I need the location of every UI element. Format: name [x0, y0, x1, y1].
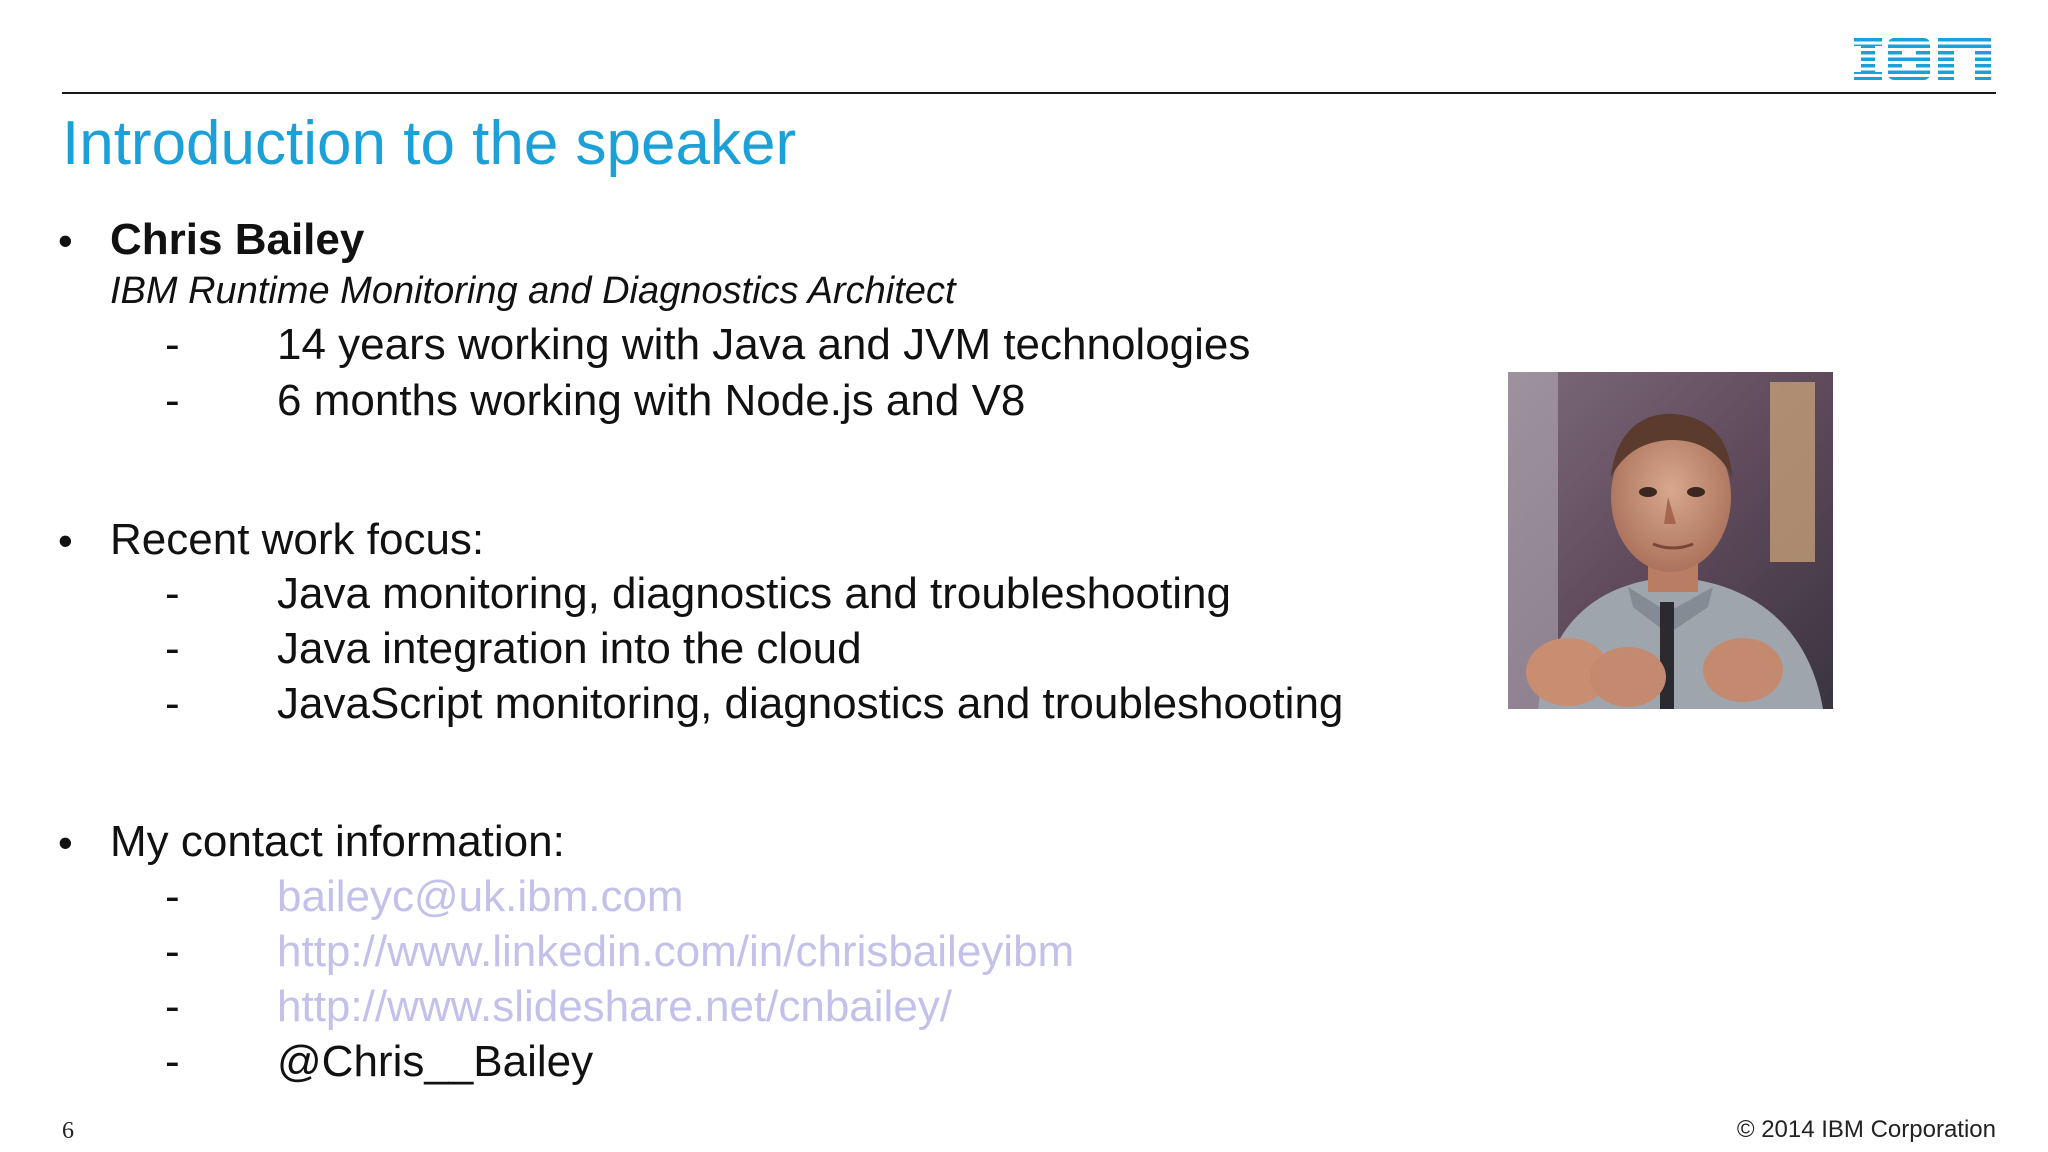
experience-item: 14 years working with Java and JVM technologies — [277, 320, 1251, 369]
page-number: 6 — [62, 1118, 74, 1144]
focus-item: JavaScript monitoring, diagnostics and troubleshooting — [277, 679, 1344, 728]
focus-heading: Recent work focus: — [110, 515, 485, 564]
dash-glyph: - — [165, 679, 180, 728]
bullet-glyph: • — [58, 217, 73, 264]
slideshare-link[interactable]: http://www.slideshare.net/cnbailey/ — [277, 982, 953, 1031]
bullet-glyph: • — [58, 517, 73, 564]
focus-item: Java integration into the cloud — [277, 624, 862, 673]
email-link[interactable]: baileyc@uk.ibm.com — [277, 872, 684, 921]
dash-glyph: - — [165, 376, 180, 425]
copyright: © 2014 IBM Corporation — [1736, 1116, 1996, 1143]
speaker-role: IBM Runtime Monitoring and Diagnostics Architect — [110, 270, 956, 312]
bullet-glyph: • — [58, 819, 73, 866]
speaker-name: Chris Bailey — [110, 215, 365, 264]
dash-glyph: - — [165, 927, 180, 976]
dash-glyph: - — [165, 569, 180, 618]
linkedin-link[interactable]: http://www.linkedin.com/in/chrisbaileyibm — [277, 927, 1075, 976]
contact-heading: My contact information: — [110, 817, 565, 866]
slide-title: Introduction to the speaker — [62, 109, 797, 178]
focus-item: Java monitoring, diagnostics and troubleshooting — [277, 569, 1231, 618]
twitter-handle: @Chris__Bailey — [277, 1037, 594, 1086]
dash-glyph: - — [165, 1037, 180, 1086]
dash-glyph: - — [165, 320, 180, 369]
dash-glyph: - — [165, 872, 180, 921]
dash-glyph: - — [165, 982, 180, 1031]
dash-glyph: - — [165, 624, 180, 673]
experience-item: 6 months working with Node.js and V8 — [277, 376, 1026, 425]
speaker-photo — [1508, 372, 1833, 709]
